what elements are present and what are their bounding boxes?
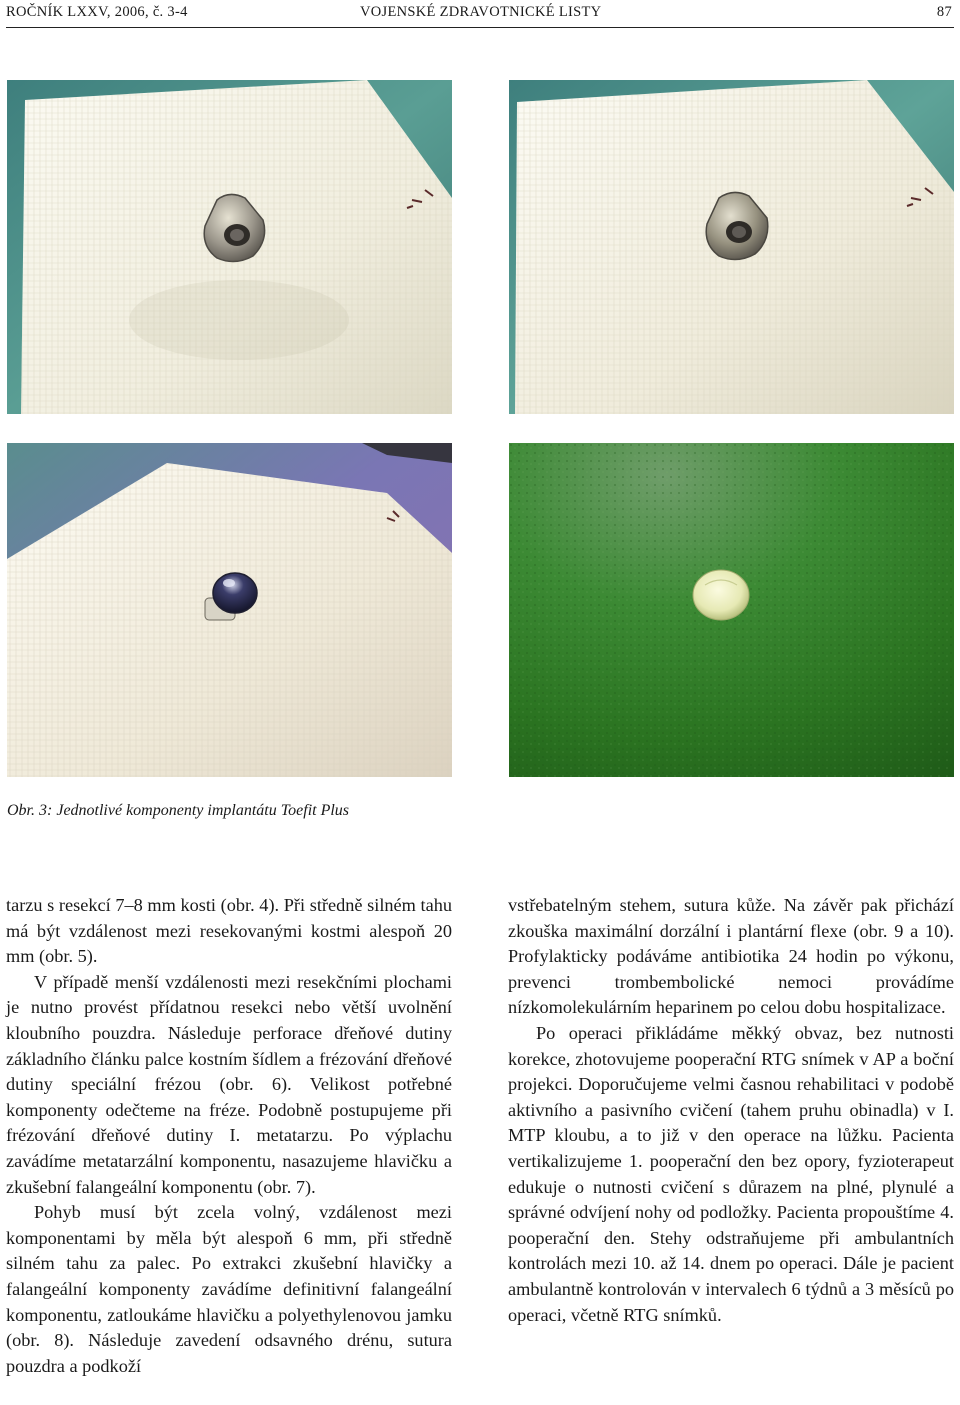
- figure-photo-metatarsal-component: [7, 80, 452, 414]
- header-journal-title: VOJENSKÉ ZDRAVOTNICKÉ LISTY: [360, 4, 602, 20]
- paragraph: V případě menší vzdálenosti mezi resekčními plochami je nutno provést přídatnou resekci nebo větší uvolnění kloubního pouzdra. Následuje perforace dřeňové dutiny základního článku palce kostním šídlem a frézování dřeňové dutiny speciální frézou (obr. 6). Velikost potřebné komponenty odečteme na fréze. Podobně postupujeme při frézování dřeňové dutiny I. metatarzu. Po výplachu zavádíme metatarzální komponentu, nasazujeme hlavičku a zkušební falangeální komponentu (obr. 7).: [6, 971, 452, 1197]
- figure-caption: Obr. 3: Jednotlivé komponenty implantátu Toefit Plus: [7, 802, 350, 819]
- running-header: [6, 0, 954, 28]
- figure-photo-metatarsal-component-alt: [509, 80, 954, 414]
- paragraph: tarzu s resekcí 7–8 mm kosti (obr. 4). Při středně silném tahu má být vzdálenost mezi resekovanými kostmi alespoň 20 mm (obr. 5).: [6, 895, 452, 967]
- header-volume: ROČNÍK LXXV, 2006, č. 3-4: [6, 4, 188, 20]
- text-column-left: [6, 893, 452, 1379]
- figure-photo-head-component: [7, 443, 452, 777]
- paragraph: vstřebatelným stehem, sutura kůže. Na závěr pak přichází zkouška maximální dorzální i plantární flexe (obr. 9 a 10). Profylakticky podáváme antibiotika 24 hodin po výkonu, prevenci trombembolické nemoci provádíme nízkomolekulárním heparinem po celou dobu hospitalizace.: [508, 895, 954, 1018]
- paragraph: Po operaci přikládáme měkký obvaz, bez nutnosti korekce, zhotovujeme pooperační RTG snímek v AP a boční projekci. Doporučujeme velmi časnou rehabilitaci v podobě aktivního a pasivního cvičení (tahem pruhu obinadla) v I. MTP kloubu, a to již v den operace na lůžku. Pacienta vertikalizujeme 1. pooperační den bez opory, fyzioterapeut edukuje o nutnosti cvičení s důrazem na plné, plynulé a správné odvíjení nohy od podložky. Pacienta propouštíme 4. pooperační den. Stehy odstraňujeme při ambulantních kontrolách mezi 10. až 14. dnem po operaci. Dále je pacient ambulantně kontrolován v intervalech 6 týdnů a 3 měsíců po operaci, včetně RTG snímků.: [508, 1022, 954, 1325]
- figure-photo-polyethylene-cup: [509, 443, 954, 777]
- paragraph: Pohyb musí být zcela volný, vzdálenost mezi komponentami by měla být alespoň 6 mm, při středně silném tahu za palec. Po extrakci zkušební hlavičky a falangeální komponenty zavádíme definitivní falangeální komponentu, zatloukáme hlavičku a polyethylenovou jamku (obr. 8). Následuje zavedení odsavného drénu, sutura pouzdra a podkoží: [6, 1202, 452, 1376]
- header-page-number: 87: [936, 4, 952, 20]
- text-column-right: [508, 893, 954, 1328]
- implant-cup-shape: [693, 570, 749, 620]
